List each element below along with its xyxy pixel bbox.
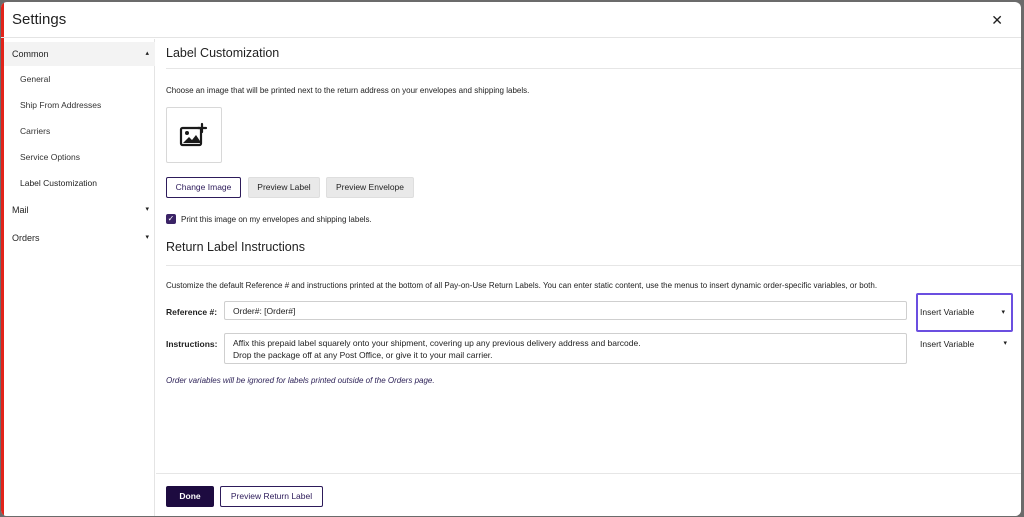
done-button[interactable]: Done — [166, 486, 214, 507]
sidebar-item-label: Ship From Addresses — [20, 100, 102, 110]
settings-sidebar — [4, 39, 155, 516]
print-image-checkbox[interactable]: ✓ — [167, 214, 175, 223]
preview-label-button[interactable]: Preview Label — [248, 177, 320, 198]
dialog-footer — [156, 473, 1021, 516]
sidebar-group-common[interactable] — [4, 42, 155, 66]
preview-envelope-button[interactable]: Preview Envelope — [326, 177, 414, 198]
instructions-line: Drop the package off at any Post Office, or give it to your mail carrier. — [233, 350, 493, 360]
sidebar-item-service-options[interactable] — [4, 146, 155, 168]
preview-return-label-button[interactable]: Preview Return Label — [220, 486, 323, 507]
sidebar-group-orders[interactable] — [4, 226, 155, 250]
reference-label: Reference #: — [166, 307, 218, 317]
close-icon[interactable]: ✕ — [991, 12, 1003, 28]
chevron-down-icon: ▾ — [145, 234, 149, 241]
section-divider — [166, 265, 1021, 266]
sidebar-item-label-customization[interactable] — [4, 172, 155, 194]
logo-image-placeholder[interactable] — [166, 107, 222, 163]
caret-down-icon: ▾ — [1001, 309, 1005, 316]
add-image-icon — [179, 122, 209, 148]
settings-content — [156, 39, 1021, 473]
insert-variable-select-reference[interactable] — [916, 293, 1013, 332]
sidebar-group-label: Orders — [12, 233, 40, 243]
sidebar-item-ship-from-addresses[interactable] — [4, 94, 155, 116]
instructions-label: Instructions: — [166, 339, 218, 349]
return-label-description: Customize the default Reference # and instructions printed at the bottom of all Pay-on-Use Return Labels. You can enter static content, use the menus to insert dynamic order-specific variables, or both. — [166, 281, 878, 290]
print-image-checkbox-label: Print this image on my envelopes and shipping labels. — [181, 215, 372, 224]
sidebar-item-label: General — [20, 74, 51, 84]
sidebar-item-label: Label Customization — [20, 178, 98, 188]
sidebar-item-label: Carriers — [20, 126, 51, 136]
settings-dialog — [1, 2, 1021, 516]
sidebar-item-general[interactable] — [4, 68, 155, 90]
dialog-title: Settings — [12, 11, 67, 28]
section-title-label-customization: Label Customization — [166, 46, 280, 60]
instructions-textarea[interactable] — [224, 333, 907, 364]
sidebar-group-label: Common — [12, 49, 49, 59]
dialog-header — [1, 2, 1021, 38]
sidebar-item-carriers[interactable] — [4, 120, 155, 142]
reference-input[interactable]: Order#: [Order#] — [224, 301, 907, 320]
chevron-up-icon: ▴ — [145, 50, 149, 57]
section-title-return-label: Return Label Instructions — [166, 240, 305, 254]
select-value: Insert Variable — [920, 339, 975, 349]
instructions-line: Affix this prepaid label squarely onto your shipment, covering up any previous delivery address and barcode. — [233, 338, 641, 348]
sidebar-group-mail[interactable] — [4, 198, 155, 222]
chevron-down-icon: ▾ — [145, 206, 149, 213]
change-image-button[interactable]: Change Image — [166, 177, 241, 198]
select-value: Insert Variable — [920, 307, 975, 317]
sidebar-item-label: Service Options — [20, 152, 80, 162]
insert-variable-select-instructions[interactable] — [916, 333, 1013, 357]
order-variables-note: Order variables will be ignored for labels printed outside of the Orders page. — [166, 376, 435, 385]
sidebar-group-label: Mail — [12, 205, 29, 215]
caret-down-icon: ▾ — [1003, 340, 1007, 347]
section-divider — [166, 68, 1021, 69]
label-customization-description: Choose an image that will be printed next to the return address on your envelopes and shipping labels. — [166, 86, 530, 95]
